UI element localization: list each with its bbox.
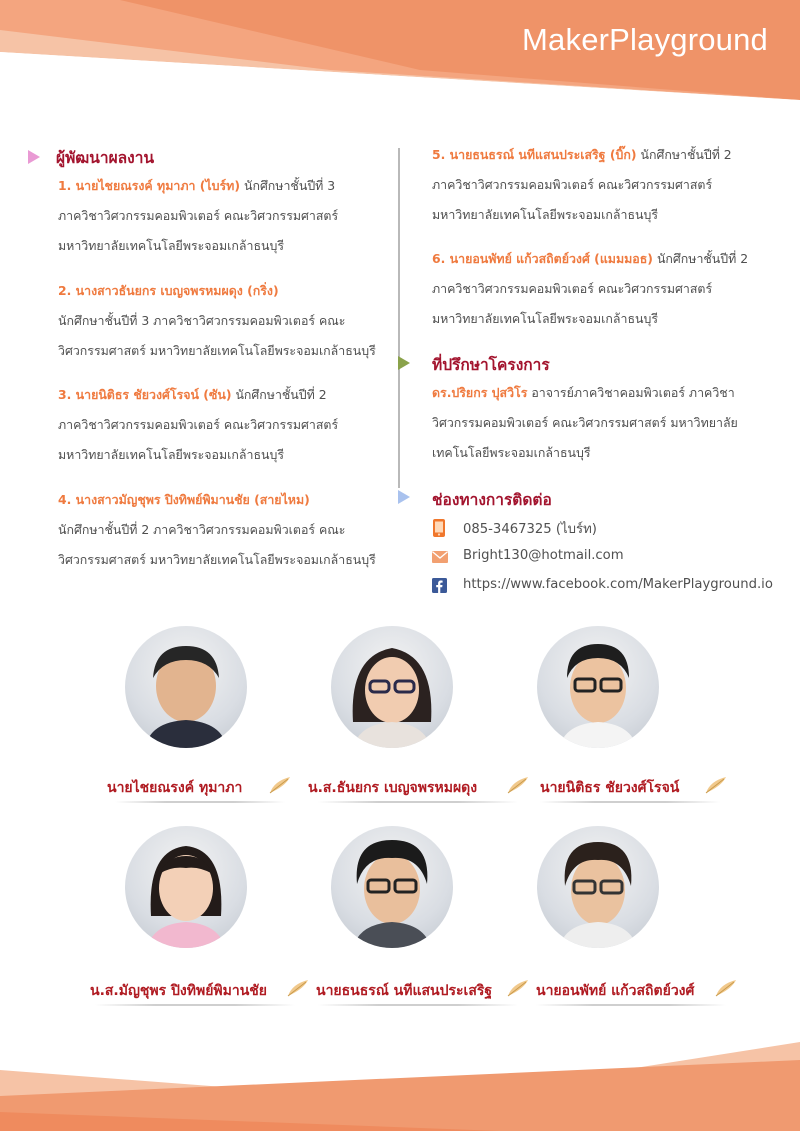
developer-entry-2: 2. นางสาวธันยกร เบญจพรหมผดุง (กริ่ง) นักศึกษาชั้นปีที่ 3 ภาควิชาวิศวกรรมคอมพิวเตอร์ คณะ วิศวกรรมศาสตร์ มหาวิทยาลัยเทคโนโลยีพระจอมเกล้าธนบุรี [58,283,376,358]
feather-icon [714,978,738,998]
section-marker-icon [398,490,410,504]
team-photo-2 [331,626,453,748]
developer-entry-5: 5. นายธนธรณ์ นทีแสนประเสริฐ (บิ๊ก) นักศึกษาชั้นปีที่ 2 ภาควิชาวิศวกรรมคอมพิวเตอร์ คณะวิศวกรรมศาสตร์ มหาวิทยาลัยเทคโนโลยีพระจอมเกล้าธนบุรี [432,147,732,222]
team-caption-5: นายธนธรณ์ นทีแสนประเสริฐ [316,983,493,999]
team-caption-1: นายไชยณรงค์ ทุมาภา [107,780,243,796]
section-marker-icon [398,356,410,370]
caption-underline [318,801,518,803]
developers-title: ผู้พัฒนาผลงาน [56,149,155,167]
feather-icon [506,775,530,795]
advisor-entry: ดร.ปริยกร ปุสวิโร อาจารย์ภาควิชาคอมพิวเตอร์ ภาควิชา วิศวกรรมคอมพิวเตอร์ คณะวิศวกรรมศาสตร์ มหาวิทยาลัย เทคโนโลยีพระจอมเกล้าธนบุรี [432,385,738,460]
mail-icon [432,551,448,563]
team-caption-3: นายนิติธร ชัยวงศ์โรจน์ [540,780,680,796]
caption-underline [536,1004,726,1006]
feather-icon [506,978,530,998]
feather-icon [286,978,310,998]
caption-underline [540,801,720,803]
contact-title: ช่องทางการติดต่อ [432,491,552,509]
facebook-icon [432,578,447,593]
phone-icon [432,519,446,537]
developer-entry-3: 3. นายนิติธร ชัยวงศ์โรจน์ (ซัน) นักศึกษาชั้นปีที่ 2 ภาควิชาวิศวกรรมคอมพิวเตอร์ คณะวิศวกรรมศาสตร์ มหาวิทยาลัยเทคโนโลยีพระจอมเกล้าธนบุรี [58,387,339,462]
team-photo-3 [537,626,659,748]
team-photo-4 [125,826,247,948]
team-photo-1 [125,626,247,748]
team-photo-5 [331,826,453,948]
feather-icon [704,775,728,795]
caption-underline [115,801,285,803]
developer-entry-4: 4. นางสาวมัญชุพร ปิงทิพย์พิมานชัย (สายไหม) นักศึกษาชั้นปีที่ 2 ภาควิชาวิศวกรรมคอมพิวเตอร์ คณะ วิศวกรรมศาสตร์ มหาวิทยาลัยเทคโนโลยีพระจอมเกล้าธนบุรี [58,492,376,567]
section-marker-icon [28,150,40,164]
developer-entry-1: 1. นายไชยณรงค์ ทุมาภา (ไบร์ท) นักศึกษาชั้นปีที่ 3 ภาควิชาวิศวกรรมคอมพิวเตอร์ คณะวิศวกรรมศาสตร์ มหาวิทยาลัยเทคโนโลยีพระจอมเกล้าธนบุรี [58,178,339,253]
caption-underline [95,1004,295,1006]
caption-underline [318,1004,518,1006]
team-caption-6: นายอนพัทย์ แก้วสถิตย์วงศ์ [536,983,695,999]
team-caption-4: น.ส.มัญชุพร ปิงทิพย์พิมานชัย [90,983,268,999]
feather-icon [268,775,292,795]
team-caption-2: น.ส.ธันยกร เบญจพรหมผดุง [308,780,478,796]
brand-title: MakerPlayground [522,22,768,57]
developer-entry-6: 6. นายอนพัทย์ แก้วสถิตย์วงศ์ (แมมมอธ) นักศึกษาชั้นปีที่ 2 ภาควิชาวิศวกรรมคอมพิวเตอร์ คณะวิศวกรรมศาสตร์ มหาวิทยาลัยเทคโนโลยีพระจอมเกล้าธนบุรี [432,251,749,326]
team-photo-6 [537,826,659,948]
footer-banner [0,1030,800,1131]
advisor-title: ที่ปรึกษาโครงการ [432,356,550,374]
column-divider [398,148,400,488]
